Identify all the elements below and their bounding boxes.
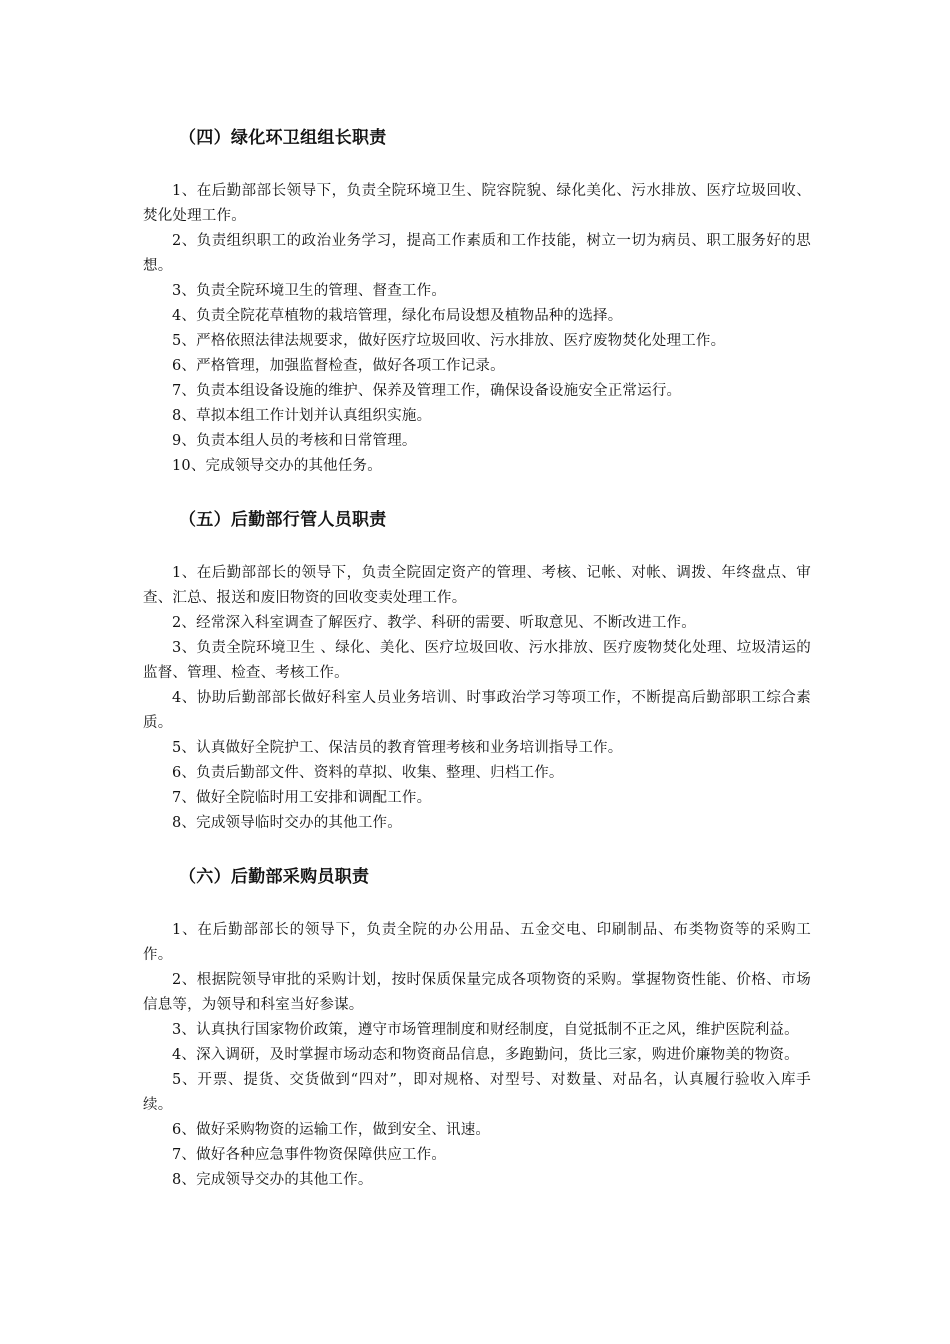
duty-item: 1、在后勤部部长的领导下，负责全院固定资产的管理、考核、记帐、对帐、调拨、年终盘点、审查、汇总、报送和废旧物资的回收变卖处理工作。: [143, 565, 811, 606]
duty-item: 5、开票、提货、交货做到“四对”，即对规格、对型号、对数量、对品名，认真履行验收入库手续。: [143, 1072, 811, 1113]
section-logistics-purchaser: [143, 857, 811, 1193]
section-title: （四）绿化环卫组组长职责: [179, 128, 387, 148]
duty-list: [143, 179, 811, 479]
duty-item: 9、负责本组人员的考核和日常管理。: [172, 433, 417, 449]
section-title: （六）后勤部采购员职责: [179, 867, 370, 887]
duty-item: 4、深入调研，及时掌握市场动态和物资商品信息，多跑勤问，货比三家，购进价廉物美的物资。: [172, 1047, 799, 1063]
duty-item: 4、协助后勤部部长做好科室人员业务培训、时事政治学习等项工作，不断提高后勤部职工综合素质。: [143, 690, 811, 731]
duty-item: 1、在后勤部部长领导下，负责全院环境卫生、院容院貌、绿化美化、污水排放、医疗垃圾回收、焚化处理工作。: [143, 183, 811, 224]
duty-item: 8、完成领导交办的其他工作。: [172, 1172, 373, 1188]
duty-item: 7、做好各种应急事件物资保障供应工作。: [172, 1147, 447, 1163]
duty-item: 5、认真做好全院护工、保洁员的教育管理考核和业务培训指导工作。: [172, 740, 623, 756]
duty-item: 1、在后勤部部长的领导下，负责全院的办公用品、五金交电、印刷制品、布类物资等的采购工作。: [143, 922, 811, 963]
duty-list: [143, 918, 811, 1193]
duty-item: 6、负责后勤部文件、资料的草拟、收集、整理、归档工作。: [172, 765, 564, 781]
duty-item: 6、做好采购物资的运输工作，做到安全、讯速。: [172, 1122, 491, 1138]
duty-item: 7、做好全院临时用工安排和调配工作。: [172, 790, 432, 806]
section-greening-sanitation-leader: [143, 118, 811, 479]
duty-item: 8、完成领导临时交办的其他工作。: [172, 815, 402, 831]
duty-item: 3、负责全院环境卫生 、绿化、美化、医疗垃圾回收、污水排放、医疗废物焚化处理、垃圾清运的监督、管理、检查、考核工作。: [143, 640, 811, 681]
duty-item: 2、负责组织职工的政治业务学习，提高工作素质和工作技能，树立一切为病员、职工服务好的思想。: [143, 233, 811, 274]
duty-item: 3、负责全院环境卫生的管理、督查工作。: [172, 283, 447, 299]
section-logistics-admin-staff: [143, 500, 811, 836]
section-title: （五）后勤部行管人员职责: [179, 510, 387, 530]
duty-item: 10、完成领导交办的其他任务。: [172, 458, 382, 474]
duty-item: 4、负责全院花草植物的栽培管理，绿化布局设想及植物品种的选择。: [172, 308, 623, 324]
duty-item: 5、严格依照法律法规要求，做好医疗垃圾回收、污水排放、医疗废物焚化处理工作。: [172, 333, 726, 349]
duty-item: 7、负责本组设备设施的维护、保养及管理工作，确保设备设施安全正常运行。: [172, 383, 682, 399]
duty-item: 2、根据院领导审批的采购计划，按时保质保量完成各项物资的采购。掌握物资性能、价格、市场信息等，为领导和科室当好参谋。: [143, 972, 811, 1013]
duty-item: 3、认真执行国家物价政策，遵守市场管理制度和财经制度，自觉抵制不正之风，维护医院利益。: [172, 1022, 799, 1038]
document-body: [143, 118, 811, 1214]
duty-item: 2、经常深入科室调查了解医疗、教学、科研的需要、听取意见、不断改进工作。: [172, 615, 696, 631]
duty-item: 6、严格管理，加强监督检查，做好各项工作记录。: [172, 358, 505, 374]
duty-list: [143, 561, 811, 836]
duty-item: 8、草拟本组工作计划并认真组织实施。: [172, 408, 432, 424]
